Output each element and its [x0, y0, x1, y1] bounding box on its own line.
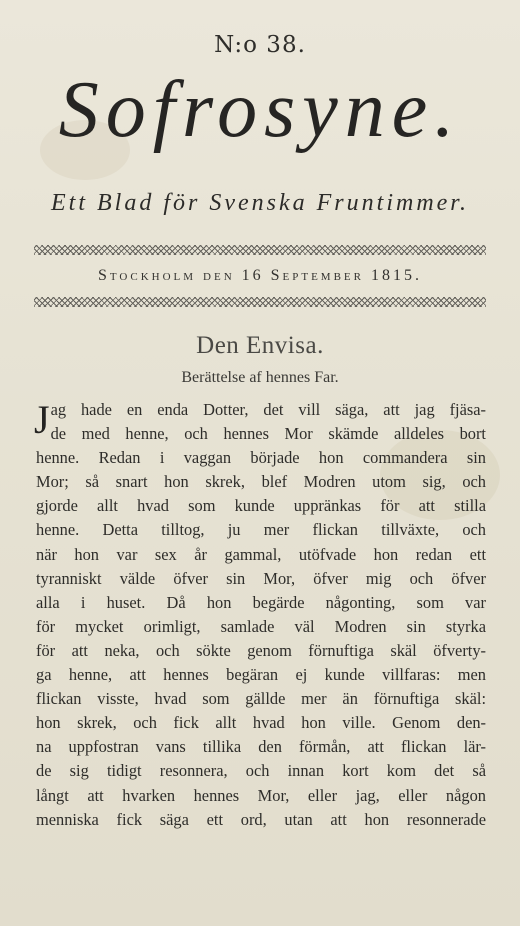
text-line: henne. Detta tilltog, ju mer flickan tillväxte, och [36, 520, 486, 540]
text-line: de med henne, och hennes Mor skämde alldeles bort [50, 424, 486, 444]
article-heading: Den Envisa. [196, 332, 324, 359]
issue-number: N:o 38. [214, 32, 306, 58]
text-line: långt att hvarken hennes Mor, eller jag, eller någon [36, 785, 486, 805]
dateline: Stockholm den 16 September 1815. [98, 267, 422, 284]
text-line: menniska fick säga ett ord, utan att hon resonnerade [36, 809, 486, 829]
publication-subtitle: Ett Blad för Svenska Fruntimmer. [51, 190, 469, 216]
article-subheading: Berättelse af hennes Far. [181, 369, 339, 386]
text-line: henne. Redan i vaggan började hon commandera sin [36, 448, 486, 468]
text-line: gjorde allt hvad som kunde uppränkas för att stilla [36, 496, 486, 516]
text-line: de sig tidigt resonnera, och innan kort kom det så [36, 761, 486, 781]
text-line: för att neka, och sökte genom förnuftiga skäl öfverty- [36, 640, 486, 660]
text-line: för mycket orimligt, samlade väl Modren sin styrka [36, 616, 486, 636]
text-line: ag hade en enda Dotter, det vill säga, att jag fjäsa- [50, 400, 486, 419]
text-line: flickan visste, hvad som gällde mer än förnuftiga skäl: [36, 689, 486, 709]
ornamental-rule-top [34, 245, 486, 255]
text-line: hon skrek, och fick allt hvad hon ville. Genom den- [36, 713, 486, 733]
text-line: na uppfostran vans tillika den förmån, att flickan lär- [36, 737, 486, 757]
text-line: Mor; så snart hon skrek, blef Modren utom sig, och [36, 472, 486, 492]
text-line: alla i huset. Då hon begärde någonting, som var [36, 592, 486, 612]
ornamental-rule-bottom [34, 297, 486, 307]
text-line: tyranniskt välde öfver sin Mor, öfver mig och öfver [36, 568, 486, 588]
drop-cap: J [34, 397, 50, 442]
text-line: när hon var sex år gammal, utöfvade hon redan ett [36, 544, 486, 564]
article-body [36, 398, 486, 832]
publication-title: Sofrosyne. [58, 66, 462, 154]
text-line: ga henne, att hennes begäran ej kunde villfaras: men [36, 665, 486, 685]
